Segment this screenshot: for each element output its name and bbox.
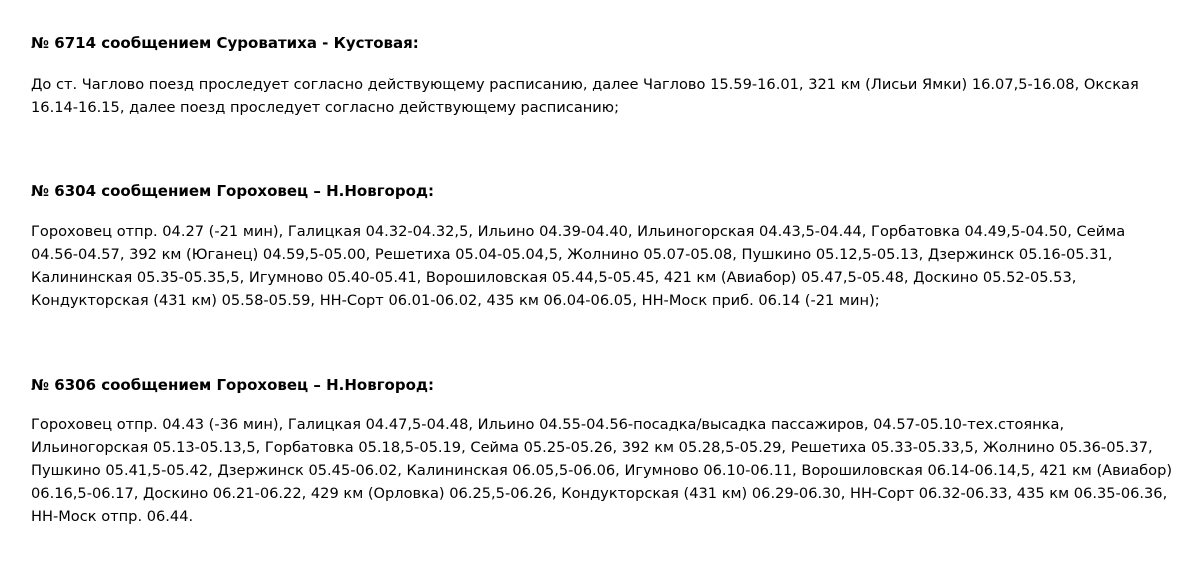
train-6306-schedule-text: Гороховец отпр. 04.43 (-36 мин), Галицкая 04.47,5-04.48, Ильино 04.55-04.56-посадка/высадка пассажиров, 04.57-05.10-тех.стоянка, Ильиногорская 05.13-05.13,5, Горбатовка 05.18,5-05.19, Сейма 05.25-05.26, 392 км 05.28,5-05.29, Решетиха 05.33-05.33,5, Жолнино 05.36-05.37, Пушкино 05.41,5-05.42, Дзержинск 05.45-06.02, Калининская 06.05,5-06.06, Игумново 06.10-06.11, Ворошиловская 06.14-06.14,5, 421 км (Авиабор) 06.16,5-06.17, Доскино 06.21-06.22, 429 км (Орловка) 06.25,5-06.26, Кондукторская (431 км) 06.29-06.30, НН-Сорт 06.32-06.33, 435 км 06.35-06.36, НН-Моск отпр. 06.44. [31, 416, 1173, 525]
train-6714-heading: № 6714 сообщением Суроватиха - Кустовая: [31, 34, 419, 52]
train-6306-heading: № 6306 сообщением Гороховец – Н.Новгород: [31, 376, 435, 394]
train-6714-schedule-text: До ст. Чаглово поезд проследует согласно действующему расписанию, далее Чаглово 15.59-16.01, 321 км (Лисьи Ямки) 16.07,5-16.08, Окская 16.14-16.15, далее поезд проследует согласно действующему расписанию; [31, 76, 1139, 116]
train-6304-heading: № 6304 сообщением Гороховец – Н.Новгород: [31, 182, 435, 200]
train-6304-schedule-text: Гороховец отпр. 04.27 (-21 мин), Галицкая 04.32-04.32,5, Ильино 04.39-04.40, Ильиногорская 04.43,5-04.44, Горбатовка 04.49,5-04.50, Сейма 04.56-04.57, 392 км (Юганец) 04.59,5-05.00, Решетиха 05.04-05.04,5, Жолнино 05.07-05.08, Пушкино 05.12,5-05.13, Дзержинск 05.16-05.31, Калининская 05.35-05.35,5, Игумново 05.40-05.41, Ворошиловская 05.44,5-05.45, 421 км (Авиабор) 05.47,5-05.48, Доскино 05.52-05.53, Кондукторская (431 км) 05.58-05.59, НН-Сорт 06.01-06.02, 435 км 06.04-06.05, НН-Моск приб. 06.14 (-21 мин); [31, 223, 1126, 309]
